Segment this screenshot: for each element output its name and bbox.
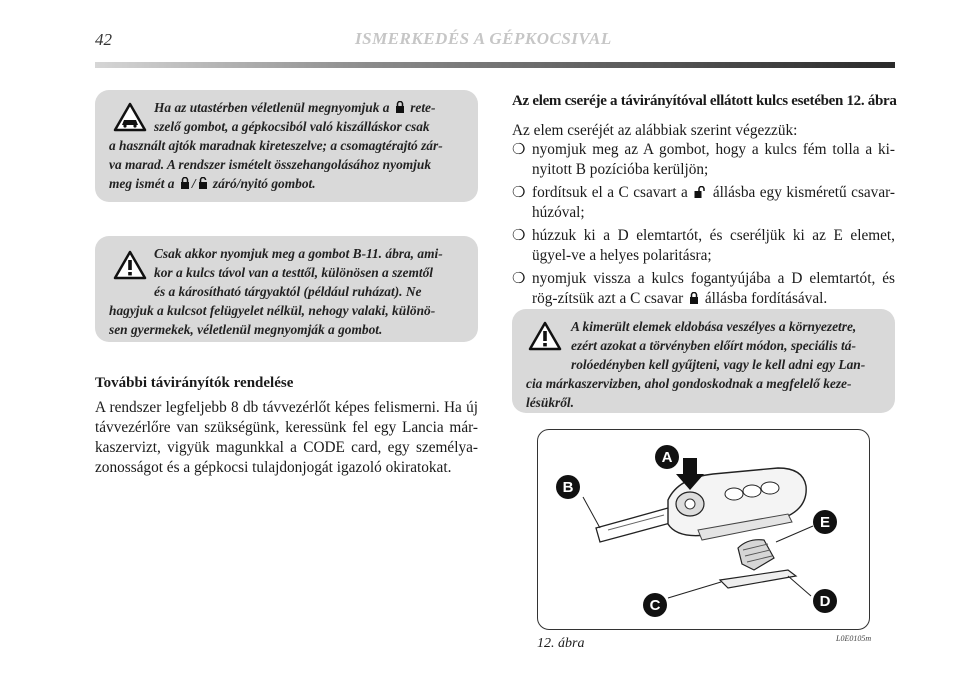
- bullet-icon: ❍: [512, 185, 526, 201]
- battery-intro-text: Az elem cseréjét az alábbiak szerint végezzük:: [512, 122, 798, 139]
- unlock-icon: [198, 177, 208, 189]
- figure-code: L0E0105m: [836, 634, 872, 643]
- step-text: nyomjuk meg az A gombot, hogy a kulcs fém tolla a ki-nyitott B pozícióba kerüljön;: [532, 141, 895, 178]
- warning-3-line-1: A kimerült elemek eldobása veszélyes a környezetre,: [571, 319, 857, 334]
- figure-label-a: A: [661, 449, 673, 466]
- label-b-icon: [556, 475, 580, 499]
- warning-1-line-1b: rete-: [410, 100, 436, 115]
- warning-1-line-5a: meg ismét a: [109, 176, 175, 191]
- figure-label-d: D: [819, 593, 831, 610]
- bullet-icon: ❍: [512, 142, 526, 158]
- warning-box-battery-disposal: [512, 309, 895, 413]
- step-text: állásba egy kisméretű csavar-húzóval;: [532, 184, 896, 221]
- figure-label-b: B: [562, 479, 574, 496]
- label-d-icon: [813, 589, 837, 613]
- lock-icon: [395, 101, 405, 113]
- list-item: [512, 226, 895, 266]
- list-item: [512, 269, 895, 309]
- page-number: 42: [95, 30, 112, 49]
- warning-1-line-1a: Ha az utastérben véletlenül megnyomjuk a: [154, 100, 390, 115]
- warning-2-line-1: Csak akkor nyomjuk meg a gombot B-11. ábra, ami-: [154, 246, 443, 261]
- figure-label-e: E: [819, 514, 831, 531]
- label-c-icon: [643, 593, 667, 617]
- lock-icon: [180, 177, 190, 189]
- lock-icon: [689, 292, 699, 304]
- step-text: fordítsuk el a C csavart a: [532, 184, 688, 201]
- warning-3-line-3: rolóedényben kell gyűjteni, vagy le kell adni egy Lan-: [571, 357, 866, 372]
- bullet-icon: ❍: [512, 271, 526, 287]
- step-text: húzzuk ki a D elemtartót, és cseréljük ki az E elemet, ügyel-ve a helyes polaritásra;: [532, 227, 895, 264]
- list-item: [512, 183, 895, 223]
- warning-2-line-4: hagyjuk a kulcsot felügyelet nélkül, nehogy valaki, különö-: [109, 303, 436, 318]
- warning-1-line-2: szelő gombot, a gépkocsiból való kiszálláskor csak: [154, 119, 430, 134]
- bullet-icon: ❍: [512, 228, 526, 244]
- warning-3-line-5: lésükről.: [526, 395, 574, 410]
- warning-box-key-safety: [95, 236, 478, 342]
- warning-2-line-5: sen gyermekek, véletlenül megnyomják a gombot.: [109, 322, 383, 337]
- unlock-icon: [694, 186, 706, 198]
- label-a-icon: [655, 445, 679, 469]
- figure-label-c: C: [649, 597, 661, 614]
- section-heading-battery-replacement: Az elem cseréje a távirányítóval ellátott kulcs esetében 12. ábra: [512, 93, 897, 109]
- warning-2-line-3: és a károsítható tárgyaktól (például ruházat). Ne: [154, 284, 422, 299]
- battery-steps-list: [512, 140, 895, 312]
- label-e-icon: [813, 510, 837, 534]
- warning-1-line-4: va marad. A rendszer ismételt összehangolásához nyomjuk: [109, 157, 432, 172]
- figure-caption: 12. ábra: [537, 636, 585, 651]
- warning-1-line-3: a használt ajtók maradnak kireteszelve; a csomagtérajtó zár-: [109, 138, 443, 153]
- warning-3-line-2: ezért azokat a törvényben előírt módon, speciális tá-: [571, 338, 856, 353]
- list-item: [512, 140, 895, 180]
- warning-3-line-4: cia márkaszervizben, ahol gondoskodnak a megfelelő keze-: [526, 376, 852, 391]
- key-fob-illustration: [538, 430, 870, 630]
- warning-1-line-5b: záró/nyitó gombot.: [212, 176, 316, 191]
- warning-box-central-locking: Ha az utastérben véletlenül megnyomjuk a rete- szelő gombot, a gépkocsiból való kiszálláskor csak a használt ajtók maradnak kireteszelve; a csomagtérajtó zár- va marad. A rendszer ismételt összehangolásához nyomjuk meg ismét a / záró/nyitó gombot.: [95, 90, 478, 202]
- step-text: nyomjuk vissza a kulcs fogantyújába a D elemtartót, és rög-zítsük azt a C csavar: [532, 270, 895, 307]
- section-title: ISMERKEDÉS A GÉPKOCSIVAL: [355, 29, 612, 48]
- step-text: állásba fordításával.: [704, 290, 828, 307]
- warning-2-line-2: kor a kulcs távol van a testtől, különösen a szemtől: [154, 265, 433, 280]
- key-battery-figure: [537, 429, 870, 630]
- paragraph-order-remotes: A rendszer legfeljebb 8 db távvezérlőt képes felismerni. Ha új távvezérlőre van szükségünk, keressünk fel egy Lancia már-kaszervizt, vigyük magunkkal a CODE card, egy személya-zonosságot és a gépkocsi tulajdonjogát igazoló okiratokat.: [95, 399, 478, 476]
- header-rule: [95, 62, 895, 68]
- section-heading-order-remotes: További távirányítók rendelése: [95, 375, 294, 391]
